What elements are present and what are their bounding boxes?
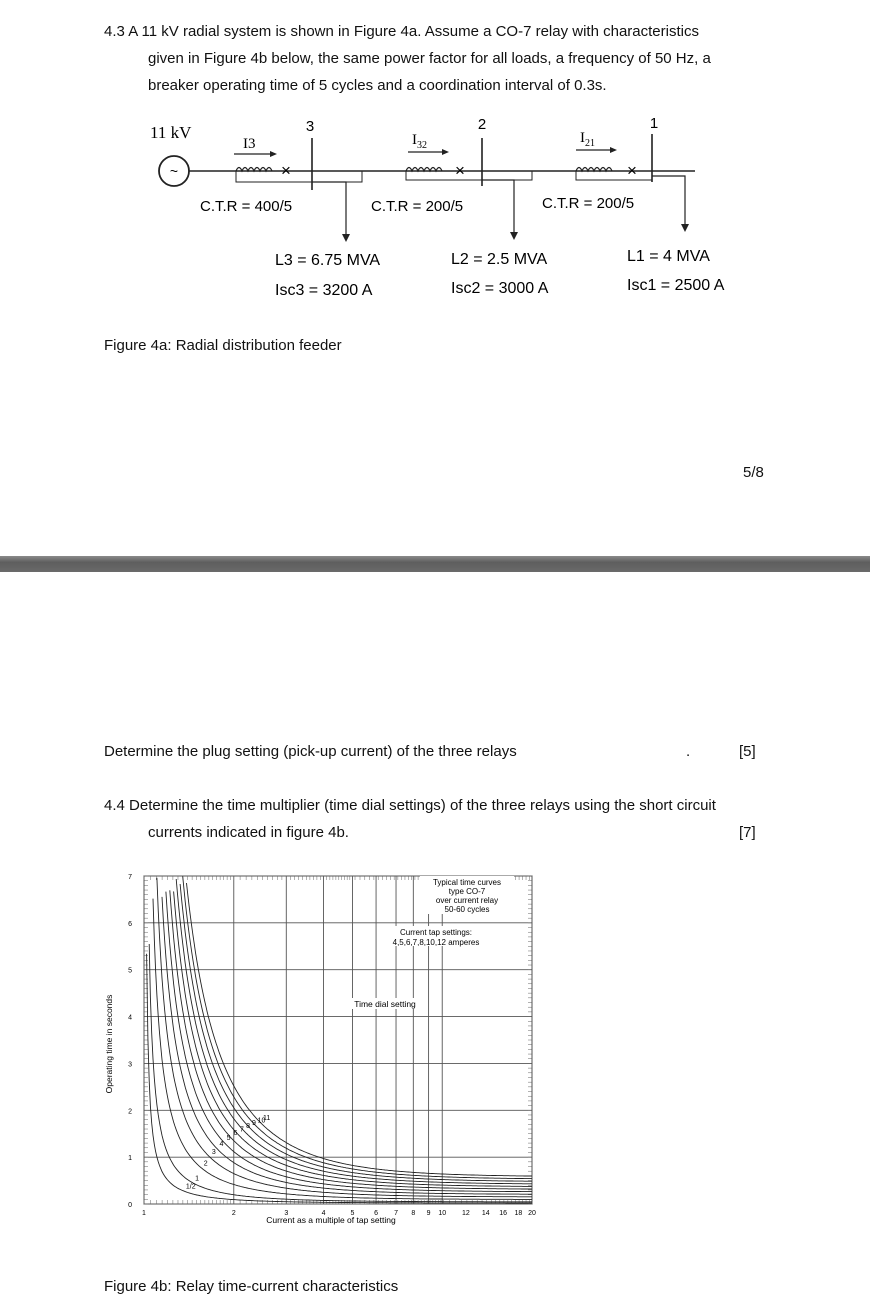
page-5 — [0, 0, 870, 556]
tap-note-line2: 4,5,6,7,8,10,12 amperes — [392, 938, 480, 947]
dial-label-8: 8 — [246, 1122, 251, 1130]
figure-4a-caption: Figure 4a: Radial distribution feeder — [104, 337, 342, 354]
y-tick-label: 6 — [128, 920, 132, 928]
chart-title-line4: 50-60 cycles — [444, 905, 490, 914]
ct-2-lead — [406, 171, 532, 180]
question-4-3-line2: given in Figure 4b below, the same power factor for all loads, a frequency of 50 Hz, a — [148, 50, 711, 67]
ct-2 — [406, 168, 442, 172]
x-axis-label: Current as a multiple of tap setting — [266, 1215, 396, 1225]
y-tick-label: 4 — [128, 1014, 132, 1022]
load-3-isc: Isc3 = 3200 A — [275, 282, 373, 299]
load-3-feeder — [312, 182, 346, 236]
x-tick-label: 18 — [514, 1210, 523, 1217]
dial-label-7: 7 — [239, 1126, 244, 1134]
current-i3-label: I3 — [243, 136, 256, 152]
chart-title-line3: over current relay — [435, 896, 499, 905]
dial-label-6: 6 — [233, 1130, 238, 1138]
radial-feeder-diagram — [140, 110, 760, 310]
x-tick-label: 7 — [394, 1210, 398, 1217]
load-3-label: L3 = 6.75 MVA — [275, 252, 381, 269]
current-i32-arrowhead — [442, 149, 449, 155]
y-tick-label: 1 — [128, 1155, 132, 1163]
page-6 — [0, 572, 870, 1306]
source-voltage-label: 11 kV — [150, 123, 192, 142]
page-break-divider — [0, 556, 870, 572]
x-tick-label: 14 — [481, 1210, 490, 1217]
y-tick-label: 3 — [128, 1061, 132, 1069]
ct-3 — [236, 168, 272, 172]
y-axis-label: Operating time in seconds — [104, 994, 114, 1094]
ct-3-lead — [236, 171, 362, 182]
question-4-4-line1: 4.4 Determine the time multiplier (time dial settings) of the three relays using the short circuit — [104, 797, 716, 814]
x-tick-label: 12 — [461, 1210, 470, 1217]
stray-dot: . — [686, 743, 691, 760]
tap-note-line1: Current tap settings: — [399, 928, 473, 937]
relay-time-current-chart — [96, 864, 546, 1238]
breaker-2: × — [455, 161, 465, 180]
current-i21-arrowhead — [610, 147, 617, 153]
bus-1-label: 1 — [649, 115, 659, 132]
load-3-arrowhead — [342, 234, 350, 242]
dial-label-2: 2 — [203, 1160, 208, 1168]
ct-1-lead — [576, 171, 652, 180]
ctr-label-2: C.T.R = 200/5 — [371, 198, 464, 215]
chart-title-line1: Typical time curves — [432, 878, 502, 887]
x-tick-label: 1 — [142, 1210, 146, 1217]
generator-tilde: ~ — [169, 163, 179, 179]
question-4-4-line2: currents indicated in figure 4b. — [148, 824, 349, 841]
x-tick-label: 16 — [499, 1210, 507, 1217]
question-4-3-line3: breaker operating time of 5 cycles and a coordination interval of 0.3s. — [148, 77, 607, 94]
dial-setting-label: Time dial setting — [354, 999, 416, 1009]
load-2-label: L2 = 2.5 MVA — [451, 251, 548, 268]
marks-7: [7] — [739, 824, 756, 841]
chart-frame — [144, 876, 532, 1204]
dial-label-1: 1 — [195, 1175, 200, 1183]
x-tick-label: 10 — [438, 1210, 447, 1217]
y-tick-label: 2 — [128, 1108, 132, 1116]
load-1-isc: Isc1 = 2500 A — [627, 277, 725, 294]
load-1-feeder — [652, 176, 685, 226]
dial-label-9: 9 — [252, 1120, 256, 1128]
determine-plug-setting: Determine the plug setting (pick-up current) of the three relays — [104, 743, 517, 760]
y-tick-label: 0 — [128, 1202, 132, 1209]
x-tick-label: 8 — [411, 1210, 416, 1217]
ct-1 — [576, 168, 612, 172]
bus-3-label: 3 — [305, 118, 315, 135]
bus-2-label: 2 — [477, 116, 487, 133]
breaker-1: × — [627, 161, 637, 180]
x-tick-label: 20 — [528, 1210, 536, 1217]
dial-label-4: 4 — [219, 1141, 224, 1149]
x-tick-label: 9 — [426, 1210, 431, 1217]
load-2-isc: Isc2 = 3000 A — [451, 280, 549, 297]
chart-curves — [147, 876, 532, 1203]
y-tick-label: 7 — [128, 874, 132, 881]
page-number: 5/8 — [743, 464, 764, 481]
load-2-feeder — [482, 180, 514, 234]
dial-label-11: 11 — [263, 1115, 271, 1123]
x-tick-label: 3 — [284, 1210, 289, 1217]
chart-dial-labels — [186, 1115, 271, 1190]
current-i21-label: $I_{21}$ — [580, 130, 595, 149]
load-1-arrowhead — [681, 224, 689, 232]
figure-4b-caption: Figure 4b: Relay time-current characteristics — [104, 1278, 399, 1295]
current-i32-label: $I_{32}$ — [412, 132, 427, 151]
x-tick-label: 2 — [231, 1210, 236, 1217]
load-1-label: L1 = 4 MVA — [627, 248, 710, 265]
question-4-3-line1: 4.3 A 11 kV radial system is shown in Figure 4a. Assume a CO-7 relay with characteristics — [104, 23, 699, 40]
dial-label-10: 10 — [257, 1117, 266, 1125]
ctr-label-1: C.T.R = 200/5 — [542, 195, 635, 212]
marks-5: [5] — [739, 743, 756, 760]
dial-label-3: 3 — [211, 1149, 216, 1157]
x-tick-label: 5 — [350, 1210, 355, 1217]
ctr-label-3: C.T.R = 400/5 — [200, 198, 293, 215]
chart-grid — [144, 876, 532, 1204]
dial-label-1-2: 1/2 — [185, 1183, 196, 1191]
x-tick-label: 4 — [321, 1210, 326, 1217]
dial-label-5: 5 — [226, 1135, 231, 1143]
y-tick-label: 5 — [128, 967, 132, 975]
breaker-3: × — [281, 161, 291, 180]
current-i3-arrowhead — [270, 151, 277, 157]
x-tick-label: 6 — [374, 1210, 379, 1217]
load-2-arrowhead — [510, 232, 518, 240]
chart-title-line2: type CO-7 — [448, 887, 486, 896]
